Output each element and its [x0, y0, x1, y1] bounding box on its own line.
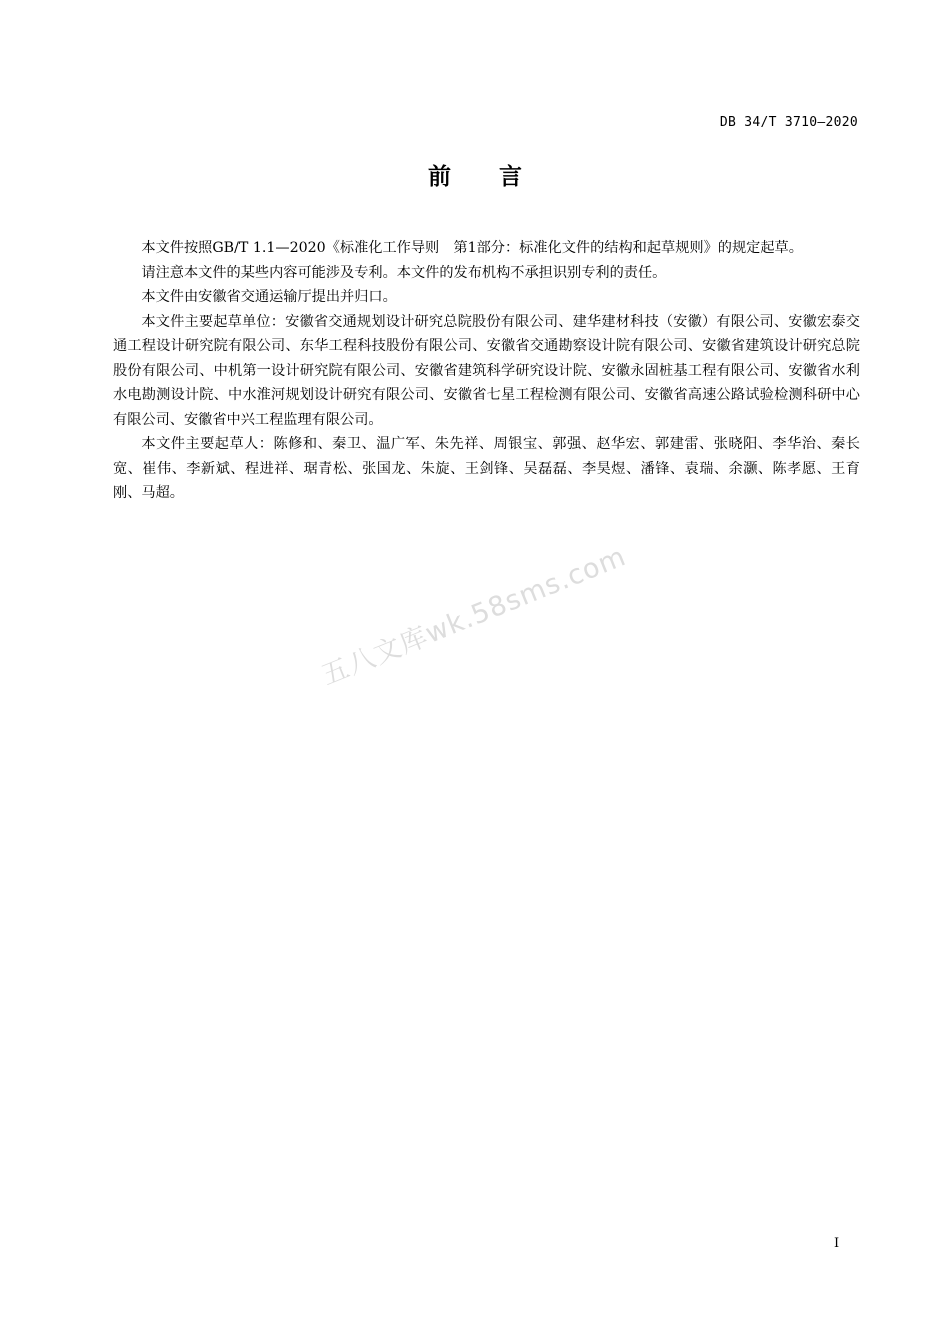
- paragraph-drafters: 本文件主要起草人：陈修和、秦卫、温广军、朱先祥、周银宝、郭强、赵华宏、郭建雷、张晓阳、李华治、秦长宽、崔伟、李新斌、程进祥、琚青松、张国龙、朱旋、王剑锋、吴磊磊、李昊煜、潘锋、袁瑞、余灏、陈孝愿、王育刚、马超。: [113, 436, 860, 501]
- foreword-body: [113, 236, 860, 506]
- paragraph-patent-notice: 请注意本文件的某些内容可能涉及专利。本文件的发布机构不承担识别专利的责任。: [141, 264, 667, 281]
- paragraph-drafting-units: 本文件主要起草单位：安徽省交通规划设计研究总院股份有限公司、建华建材科技（安徽）有限公司、安徽宏泰交通工程设计研究院有限公司、东华工程科技股份有限公司、安徽省交通勘察设计院有限公司、安徽省建筑设计研究总院股份有限公司、中机第一设计研究院有限公司、安徽省建筑科学研究设计院、安徽永固桩基工程有限公司、安徽省水利水电勘测设计院、中水淮河规划设计研究有限公司、安徽省七星工程检测有限公司、安徽省高速公路试验检测科研中心有限公司、安徽省中兴工程监理有限公司。: [113, 313, 860, 428]
- document-code: DB 34/T 3710—2020: [719, 115, 858, 130]
- page-number: I: [834, 1236, 840, 1251]
- watermark: 五八文库wk.58sms.com: [317, 541, 631, 692]
- page-title: 前言: [428, 164, 570, 190]
- paragraph-drafting-basis: 本文件按照GB/T 1.1—2020《标准化工作导则 第1部分：标准化文件的结构和起草规则》的规定起草。: [141, 240, 803, 256]
- paragraph-proposer: 本文件由安徽省交通运输厅提出并归口。: [141, 289, 397, 305]
